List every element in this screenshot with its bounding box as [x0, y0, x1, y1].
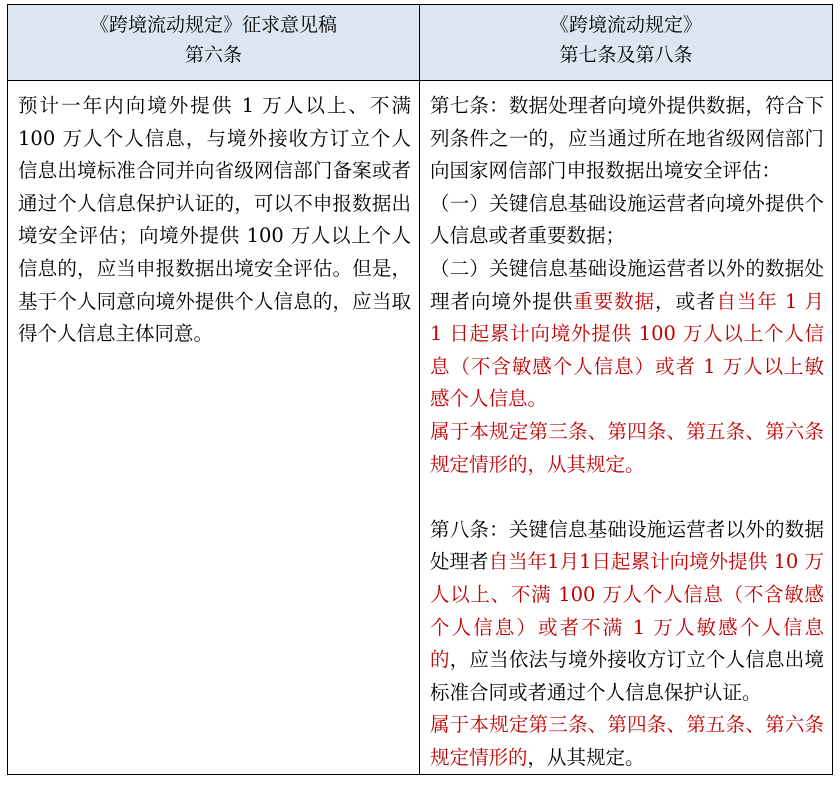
article-8-threshold-highlight: 自当年1月1日起累计向境外提供 10 万人以上、不满 100 万人个人信息（不含敏感个人信息）或者不满 1 万人敏感个人信息的 [430, 550, 824, 672]
right-header-title: 《跨境流动规定》 [549, 14, 702, 36]
article-8-requirement: ，应当依法与境外接收方订立个人信息出境标准合同或者通过个人信息保护认证。 [430, 648, 824, 704]
left-body-cell [8, 81, 420, 775]
article-7-intro: 第七条：数据处理者向境外提供数据，符合下列条件之一的，应当通过所在地省级网信部门向国家网信部门申报数据出境安全评估： [430, 94, 824, 183]
article-7-item-2 [430, 253, 824, 416]
article-7-item-2-connector: ，或者 [655, 289, 717, 313]
body-row [8, 81, 833, 775]
article-8-intro: 第八条：关键信息基础设施运营者以外的数据处理者 [430, 517, 824, 574]
header-row [8, 5, 833, 81]
article-7-item-1: （一）关键信息基础设施运营者向境外提供个人信息或者重要数据； [430, 191, 824, 248]
article-8-text [430, 514, 824, 710]
left-header-title: 《跨境流动规定》征求意见稿 [89, 14, 337, 36]
paragraph-spacer [430, 481, 824, 514]
important-data-highlight: 重要数据 [573, 289, 656, 313]
right-header-cell [420, 5, 833, 81]
left-header-article: 第六条 [184, 44, 242, 66]
article-8-exception-end: ，从其规定。 [527, 745, 645, 769]
article-7-item-2-text: （二）关键信息基础设施运营者以外的数据处理者向境外提供 [430, 256, 824, 313]
right-body-cell [420, 81, 833, 775]
right-header-article: 第七条及第八条 [559, 44, 693, 66]
article-8-exception-note [430, 709, 824, 774]
left-header-cell [8, 5, 420, 81]
article-8-exception-highlight: 属于本规定第三条、第四条、第五条、第六条规定情形的 [430, 713, 824, 769]
comparison-table [7, 4, 833, 775]
article-7-threshold-highlight: 自当年 1 月 1 日起累计向境外提供 100 万人以上个人信息（不含敏感个人信息）或者 1 万人以上敏感个人信息。 [430, 289, 824, 411]
draft-article-6-text: 预计一年内向境外提供 1 万人以上、不满 100 万人个人信息，与境外接收方订立个人信息出境标准合同并向省级网信部门备案或者通过个人信息保护认证的，可以不申报数据出境安全评估；向境外提供 100 万人以上个人信息的，应当申报数据出境安全评估。但是，基于个人同意向境外提供个人信息的，应当取得个人信息主体同意。 [18, 94, 411, 346]
article-7-exception-note: 属于本规定第三条、第四条、第五条、第六条规定情形的，从其规定。 [430, 419, 824, 476]
